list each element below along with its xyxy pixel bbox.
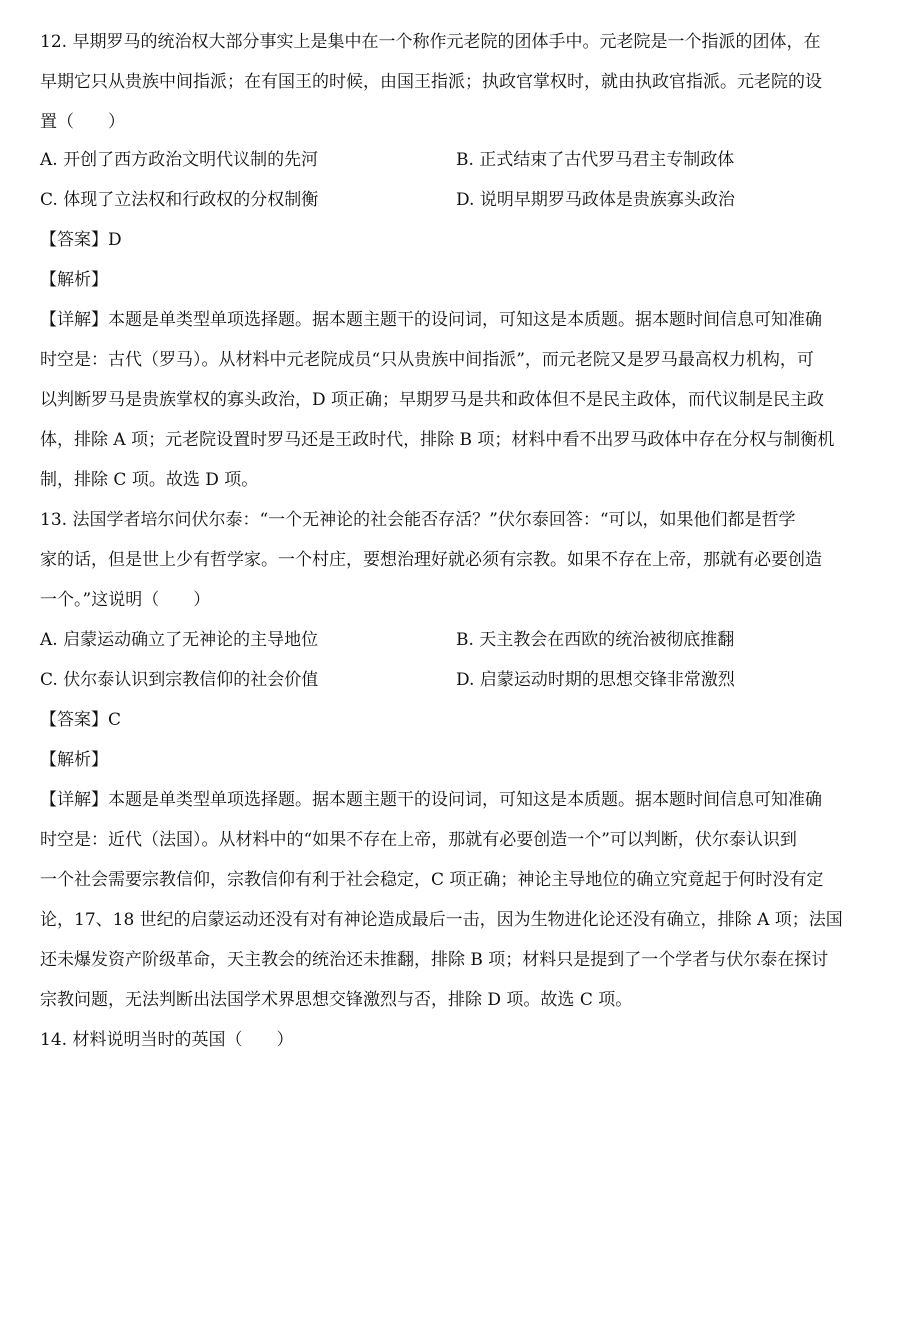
q13-detail-line-4: 论，17、18 世纪的启蒙运动还没有对有神论造成最后一击，因为生物进化论还没有确立，排除 A 项；法国	[40, 910, 843, 930]
q13-option-c: C. 伏尔泰认识到宗教信仰的社会价值	[40, 670, 319, 690]
q13-stem-line-2: 家的话，但是世上少有哲学家。一个村庄，要想治理好就必须有宗教。如果不存在上帝，那就有必要创造	[40, 550, 822, 570]
q12-detail-line-3: 以判断罗马是贵族掌权的寡头政治，D 项正确；早期罗马是共和政体但不是民主政体，而代议制是民主政	[40, 390, 825, 410]
q13-detail-line-6: 宗教问题，无法判断出法国学术界思想交锋激烈与否，排除 D 项。故选 C 项。	[40, 990, 633, 1010]
q13-stem-line-1: 13. 法国学者培尔问伏尔泰：“一个无神论的社会能否存活？”伏尔泰回答：“可以，如果他们都是哲学	[40, 510, 796, 530]
q12-detail-line-5: 制，排除 C 项。故选 D 项。	[40, 470, 259, 490]
q12-option-c: C. 体现了立法权和行政权的分权制衡	[40, 190, 319, 210]
q12-option-b: B. 正式结束了古代罗马君主专制政体	[456, 150, 735, 170]
q12-answer: 【答案】D	[40, 230, 122, 250]
q13-answer: 【答案】C	[40, 710, 122, 730]
q12-detail-line-4: 体，排除 A 项；元老院设置时罗马还是王政时代，排除 B 项；材料中看不出罗马政体中存在分权与制衡机	[40, 430, 835, 450]
q13-option-a: A. 启蒙运动确立了无神论的主导地位	[40, 630, 319, 650]
q12-detail-line-1: 【详解】本题是单类型单项选择题。据本题主题干的设问词，可知这是本质题。据本题时间信息可知准确	[40, 310, 822, 330]
q12-stem-line-1: 12. 早期罗马的统治权大部分事实上是集中在一个称作元老院的团体手中。元老院是一个指派的团体，在	[40, 32, 821, 52]
q12-analysis-label: 【解析】	[40, 270, 108, 290]
q14-stem-line-1: 14. 材料说明当时的英国（ ）	[40, 1030, 294, 1050]
q12-stem-line-3: 置（ ）	[40, 112, 125, 132]
q13-option-b: B. 天主教会在西欧的统治被彻底推翻	[456, 630, 735, 650]
q12-stem-line-2: 早期它只从贵族中间指派；在有国王的时候，由国王指派；执政官掌权时，就由执政官指派。元老院的设	[40, 72, 822, 92]
q12-detail-line-2: 时空是：古代（罗马）。从材料中元老院成员“只从贵族中间指派”，而元老院又是罗马最高权力机构，可	[40, 350, 814, 370]
q12-option-a: A. 开创了西方政治文明代议制的先河	[40, 150, 319, 170]
q13-detail-line-2: 时空是：近代（法国）。从材料中的“如果不存在上帝，那就有必要创造一个”可以判断，伏尔泰认识到	[40, 830, 797, 850]
q13-detail-line-1: 【详解】本题是单类型单项选择题。据本题主题干的设问词，可知这是本质题。据本题时间信息可知准确	[40, 790, 822, 810]
q13-detail-line-5: 还未爆发资产阶级革命，天主教会的统治还未推翻，排除 B 项；材料只是提到了一个学者与伏尔泰在探讨	[40, 950, 829, 970]
q12-option-d: D. 说明早期罗马政体是贵族寡头政治	[456, 190, 735, 210]
q13-analysis-label: 【解析】	[40, 750, 108, 770]
q13-stem-line-3: 一个。”这说明（ ）	[40, 590, 211, 610]
q13-option-d: D. 启蒙运动时期的思想交锋非常激烈	[456, 670, 735, 690]
q13-detail-line-3: 一个社会需要宗教信仰，宗教信仰有利于社会稳定，C 项正确；神论主导地位的确立究竟起于何时没有定	[40, 870, 824, 890]
